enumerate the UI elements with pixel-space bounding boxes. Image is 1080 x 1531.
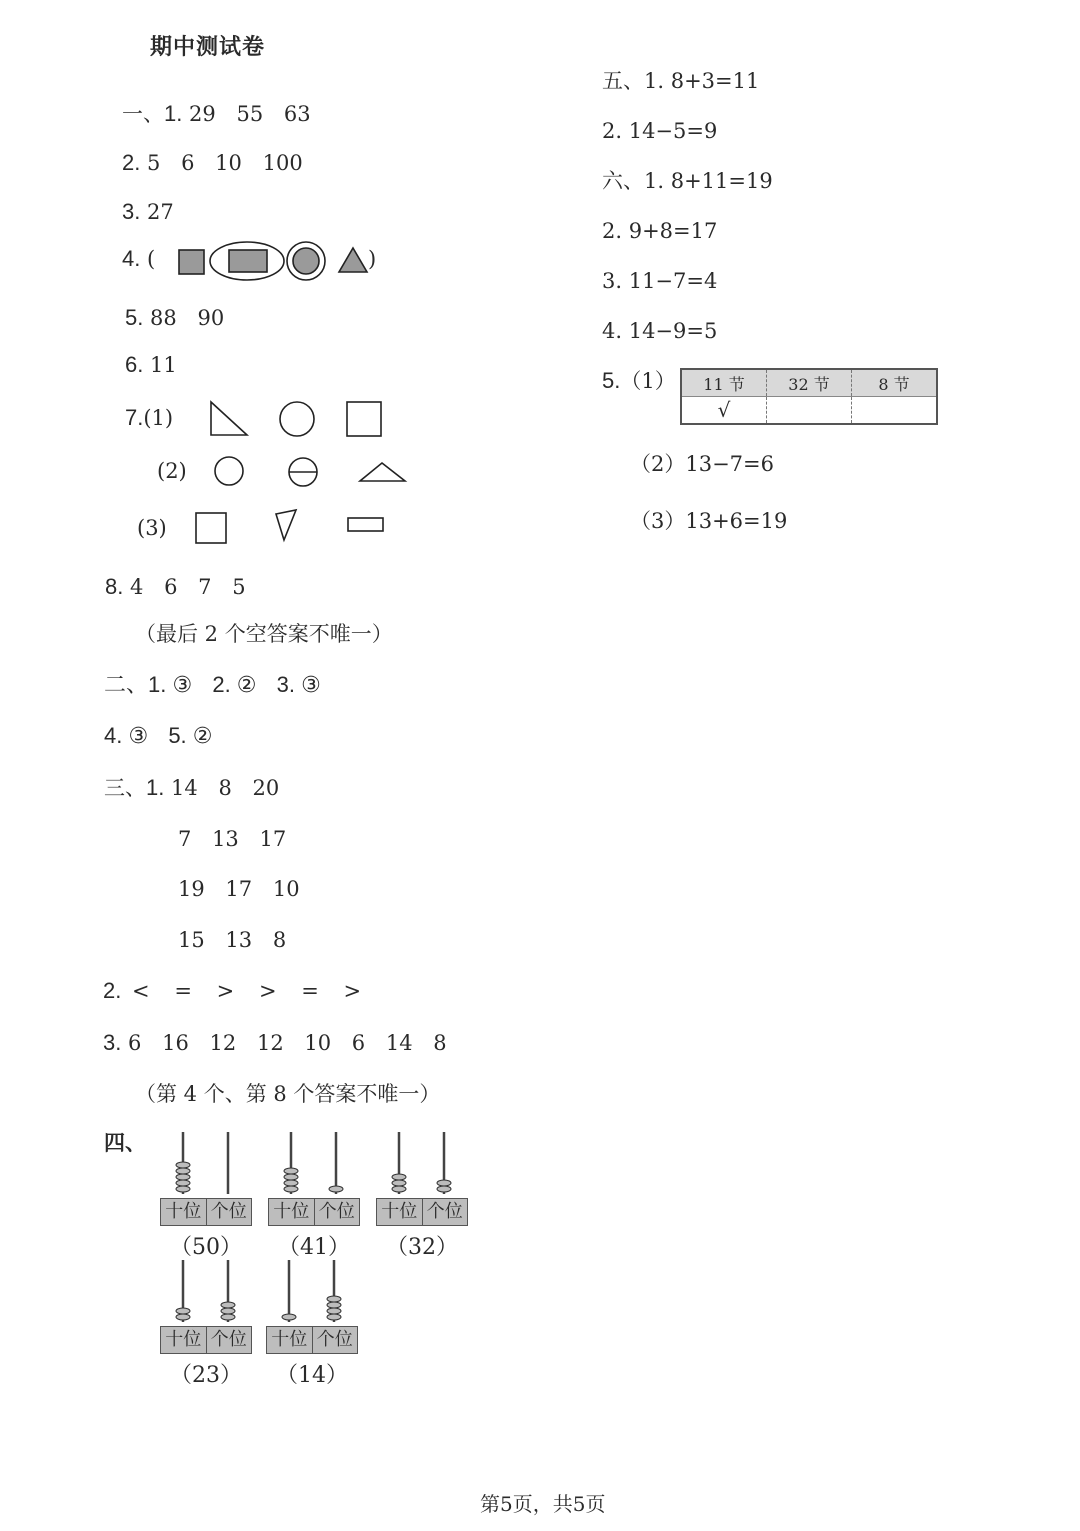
abacus-place-labels — [266, 1326, 358, 1354]
abacus-bead — [392, 1186, 406, 1192]
q7-part2-shapes — [210, 453, 410, 491]
answer-value: 17 — [225, 877, 253, 901]
close-paren: ) — [368, 247, 377, 271]
abacus-bead — [176, 1174, 190, 1180]
abacus-bead — [437, 1180, 451, 1186]
square-shape — [179, 250, 204, 274]
section-5-marker: 五、 — [602, 69, 644, 93]
section-6-q5-part2: （2）13−7=6 — [630, 452, 774, 476]
comparison-sign: > — [216, 979, 235, 1003]
triangle-shape — [339, 248, 367, 272]
section-3-marker: 三、 — [104, 776, 146, 800]
tens-place-label: 十位 — [267, 1327, 313, 1353]
answer-value: 8 — [433, 1031, 447, 1055]
question-number: 2. — [103, 978, 122, 1003]
section-4-marker: 四、 — [104, 1130, 146, 1155]
answer-value: 10 — [215, 151, 242, 175]
answer-item: 1. ③ — [148, 672, 193, 697]
abacus-bead — [221, 1308, 235, 1314]
question-number: 2. — [122, 150, 141, 175]
shape-sequence-figure — [172, 238, 372, 284]
choice-table — [680, 368, 938, 425]
rectangle-shape — [229, 250, 267, 272]
section-6-marker: 六、 — [602, 169, 644, 193]
question-number: 5. — [125, 305, 144, 330]
question-number: 1. — [164, 101, 183, 126]
square-icon — [347, 402, 381, 436]
section-3-q3-note: （第 4 个、第 8 个答案不唯一） — [135, 1082, 441, 1106]
answer-value: 29 — [189, 102, 216, 126]
section-3-q1-row3 — [178, 876, 300, 902]
abacus-rods — [160, 1258, 252, 1322]
answer-value: 13 — [212, 827, 239, 851]
abacus-answer: （41） — [278, 1235, 350, 1260]
q7-part2-label: (2) — [157, 459, 187, 483]
answer-value: 13 — [225, 928, 253, 952]
tens-place-label: 十位 — [161, 1327, 207, 1353]
abacus-bead — [221, 1314, 235, 1320]
abacus-bead — [176, 1186, 190, 1192]
answer-value: 6 — [164, 575, 178, 599]
answer-value: 4 — [130, 575, 144, 599]
question-number: 8. — [105, 574, 124, 599]
answer-value: 14 — [171, 776, 198, 800]
answer-value: 20 — [252, 776, 280, 800]
abacus-answer: （14） — [276, 1363, 348, 1388]
answer-value: 7 — [198, 575, 212, 599]
answer-value: 27 — [147, 200, 174, 224]
page-title: 期中测试卷 — [150, 34, 266, 60]
abacus-bead — [327, 1308, 341, 1314]
table-mark-cell — [852, 397, 938, 425]
abacus-bead — [221, 1302, 235, 1308]
abacus-bead — [284, 1174, 298, 1180]
q7-part1-shapes — [205, 398, 395, 440]
answer-value: 100 — [262, 151, 303, 175]
abacus-rods — [268, 1130, 360, 1194]
table-mark-cell: √ — [717, 398, 731, 422]
ones-place-label: 个位 — [316, 1329, 353, 1350]
abacus-rods — [266, 1258, 358, 1322]
answer-value: 8 — [218, 776, 232, 800]
open-paren: ( — [147, 247, 156, 271]
abacus-answer: （23） — [170, 1363, 242, 1388]
answer-value: 5 — [147, 151, 161, 175]
section-1-q4 — [122, 246, 155, 272]
section-1-q6 — [125, 352, 177, 378]
abacus-bead — [176, 1180, 190, 1186]
abacus-bead — [176, 1308, 190, 1314]
question-number: 3. — [122, 199, 141, 224]
ones-place-label: 个位 — [210, 1201, 247, 1222]
abacus-bead — [392, 1180, 406, 1186]
ones-place-label: 个位 — [318, 1201, 355, 1222]
section-1-marker: 一、 — [122, 102, 164, 126]
section-2-marker: 二、 — [104, 673, 149, 698]
section-2-row1 — [104, 672, 321, 699]
section-3-q1-row1 — [104, 775, 279, 801]
answer-value: 6 — [351, 1031, 366, 1055]
section-1-q3 — [122, 199, 174, 225]
section-2-row2 — [104, 723, 213, 749]
comparison-sign: > — [343, 979, 362, 1003]
comparison-sign: < — [132, 979, 150, 1003]
answer-value: 7 — [178, 827, 192, 851]
answer-value: 12 — [256, 1031, 284, 1055]
abacus — [376, 1130, 468, 1261]
section-6-q1 — [602, 168, 773, 194]
part-label: （1） — [620, 369, 676, 393]
answer-value: 8 — [272, 928, 287, 952]
q7-part3-shapes — [192, 506, 392, 546]
abacus-answer: （50） — [170, 1235, 242, 1260]
abacus-bead — [329, 1186, 343, 1192]
section-1-q7-part1 — [125, 405, 173, 431]
answer-value: 6 — [181, 151, 195, 175]
section-1-q2 — [122, 150, 303, 176]
abacus-bead — [284, 1186, 298, 1192]
question-number: 3. — [103, 1030, 122, 1055]
answer-value: 19 — [178, 877, 205, 901]
circle-icon — [280, 402, 314, 436]
tens-place-label: 十位 — [377, 1199, 423, 1225]
answer-value: 63 — [283, 102, 311, 126]
answer-value: 17 — [259, 827, 287, 851]
answer-value: 88 — [150, 306, 177, 330]
answer-item: 5. ② — [168, 723, 213, 748]
question-number: 6. — [125, 352, 144, 377]
question-number: 4. — [122, 246, 141, 271]
abacus-bead — [176, 1314, 190, 1320]
answer-value: 55 — [236, 102, 264, 126]
abacus-bead — [392, 1174, 406, 1180]
square-icon — [196, 513, 226, 543]
answer-value: 16 — [162, 1031, 189, 1055]
section-6-q5-part3: （3）13+6=19 — [630, 509, 788, 533]
page-footer: 第5页，共5页 — [480, 1492, 606, 1516]
section-6-q3: 3. 11−7=4 — [602, 269, 718, 293]
abacus-bead — [176, 1168, 190, 1174]
section-3-q2 — [103, 978, 361, 1004]
section-3-q3 — [103, 1030, 447, 1056]
tens-place-label: 十位 — [161, 1199, 207, 1225]
abacus-bead — [284, 1168, 298, 1174]
abacus — [268, 1130, 360, 1261]
abacus-place-labels — [160, 1326, 252, 1354]
ones-place-label: 个位 — [426, 1201, 463, 1222]
section-5-q1 — [602, 68, 759, 94]
answer-value: 90 — [197, 306, 225, 330]
section-6-q4: 4. 14−9=5 — [602, 319, 718, 343]
right-triangle-icon — [211, 402, 247, 435]
answer-value: 6 — [128, 1031, 142, 1055]
answer-value: 12 — [209, 1031, 237, 1055]
comparison-sign: = — [301, 979, 319, 1003]
answer-value: 15 — [178, 928, 205, 952]
question-number: 7. — [125, 405, 144, 430]
answer-value: 11 — [150, 353, 177, 377]
abacus — [266, 1258, 358, 1389]
abacus-answer: （32） — [386, 1235, 458, 1260]
part-label: (1) — [143, 406, 174, 430]
section-1-q1 — [122, 101, 311, 127]
answer-value: 10 — [272, 877, 300, 901]
inner-circle-shape — [293, 248, 319, 274]
section-1-q5 — [125, 305, 224, 331]
abacus-bead — [327, 1296, 341, 1302]
comparison-sign: = — [174, 979, 192, 1003]
abacus-bead — [437, 1186, 451, 1192]
abacus — [160, 1130, 252, 1261]
section-6-q5-part1 — [602, 368, 676, 394]
answer-item: 4. ③ — [104, 723, 149, 748]
abacus-rods — [160, 1130, 252, 1194]
section-3-q1-row2 — [178, 826, 286, 852]
abacus-bead — [282, 1314, 296, 1320]
tens-place-label: 十位 — [269, 1199, 315, 1225]
abacus-place-labels — [268, 1198, 360, 1226]
answer-value: 14 — [385, 1031, 413, 1055]
q7-part3-label: (3) — [137, 516, 167, 540]
section-1-q8 — [105, 574, 246, 600]
rectangle-icon — [348, 518, 383, 531]
comparison-sign: > — [258, 979, 277, 1003]
abacus-place-labels — [160, 1198, 252, 1226]
ones-place-label: 个位 — [210, 1329, 247, 1350]
section-6-q2: 2. 9+8=17 — [602, 219, 718, 243]
narrow-triangle-icon — [276, 510, 296, 540]
equation: 1. 8+11=19 — [644, 169, 773, 193]
table-header-cell: 32 节 — [767, 369, 852, 397]
equation: 1. 8+3=11 — [644, 69, 760, 93]
answer-item: 3. ③ — [276, 672, 321, 697]
abacus-bead — [327, 1314, 341, 1320]
answer-value: 5 — [232, 575, 246, 599]
abacus-bead — [284, 1180, 298, 1186]
table-mark-cell — [767, 397, 852, 425]
abacus-rods — [376, 1130, 468, 1194]
abacus-bead — [327, 1302, 341, 1308]
triangle-icon — [360, 463, 405, 481]
abacus-place-labels — [376, 1198, 468, 1226]
answer-item: 2. ② — [212, 672, 257, 697]
circle-icon — [215, 457, 243, 485]
question-number: 5. — [602, 368, 621, 393]
section-1-q8-note: （最后 2 个空答案不唯一） — [135, 622, 393, 646]
question-number: 1. — [146, 775, 165, 800]
abacus-bead — [176, 1162, 190, 1168]
table-header-cell: 8 节 — [852, 369, 938, 397]
section-3-q1-row4 — [178, 927, 286, 953]
section-5-q2: 2. 14−5=9 — [602, 119, 718, 143]
table-header-cell: 11 节 — [681, 369, 767, 397]
abacus — [160, 1258, 252, 1389]
answer-value: 10 — [304, 1031, 332, 1055]
